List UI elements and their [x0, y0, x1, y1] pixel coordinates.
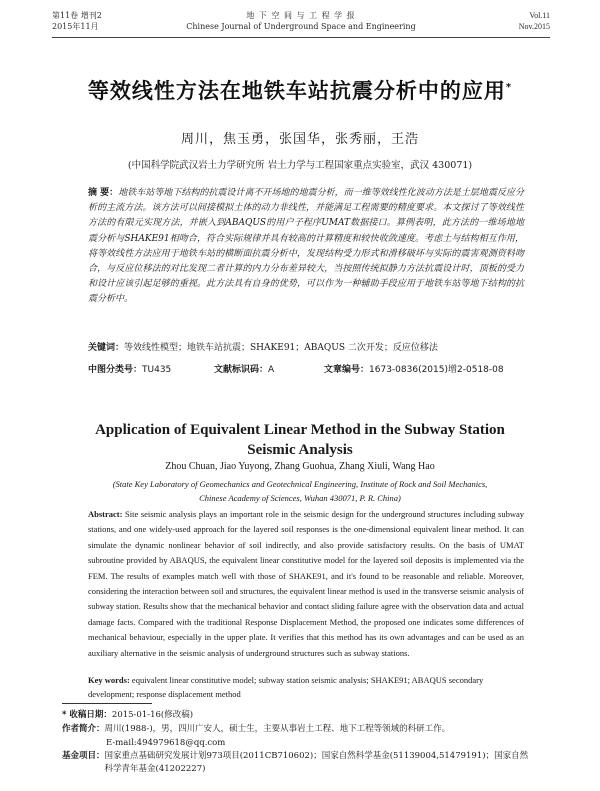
- paper-title-cn: [0, 75, 600, 105]
- keywords-en: [88, 673, 524, 701]
- paper-title-en-line1: Application of Equivalent Linear Method in the Subway Station: [95, 422, 505, 438]
- footnote-email: E-mail:494979618@qq.com: [106, 738, 226, 748]
- keywords-cn-text: 等效线性模型；地铁车站抗震；SHAKE91；ABAQUS 二次开发；反应位移法: [124, 343, 438, 353]
- abstract-cn: [88, 186, 524, 308]
- clc-value: TU435: [142, 365, 172, 375]
- abstract-cn-label: 摘 要：: [88, 188, 119, 198]
- author-bio-label: 作者简介：: [62, 724, 105, 734]
- funding-label: 基金项目：: [62, 751, 105, 761]
- header-date-en: Nov.2015: [518, 22, 550, 31]
- keywords-en-text: equivalent linear constitutive model; subway station seismic analysis; SHAKE91; ABAQUS secondary development; response displacement method: [88, 675, 484, 699]
- clc-label: 中图分类号：: [88, 365, 143, 375]
- header-journal-en: Chinese Journal of Underground Space and Engineering: [186, 22, 416, 31]
- keywords-en-label: Key words:: [88, 675, 130, 685]
- document-code: [214, 362, 274, 375]
- header-divider: [52, 37, 550, 38]
- received-label: * 收稿日期：: [62, 710, 112, 720]
- abstract-en-text: Site seismic analysis plays an important role in the seismic design for the underground structures including subway stations, and one widely-used approach for the layered soil responses is the one-dimensional equivalent linear method. It can simulate the dynamic nonlinear behavior of soil indirectly, and also provide satisfactory results. On the basis of UMAT subroutine provided by ABAQUS, the equivalent linear constitutive model for the layered soil deposits is implemented via the FEM. The results of examples match well with those of SHAKE91, and it's found to be reasonable and reliable. Moreover, considering the interaction between soil and structures, the equivalent linear method is used in the transverse seismic analysis of subway station. Results show that the mechanical behavior and contact sliding failure agree with the observation data and actual damage facts. Compared with the traditional Response Displacement Method, the proposed one indicates some differences of mechanical behaviour, especially in the upper plate. It verifies that this method has its own advantages and can be used as an auxiliary alternative in the seismic analysis of underground structures such as subway stations.: [88, 509, 524, 658]
- keywords-cn-label: 关键词：: [88, 343, 125, 353]
- footnote-divider: [62, 703, 152, 704]
- paper-title-en-line2: Seismic Analysis: [247, 442, 353, 458]
- authors-en: Zhou Chuan, Jiao Yuyong, Zhang Guohua, Zhang Xiuli, Wang Hao: [165, 461, 435, 472]
- article-number-label: 文章编号：: [324, 365, 370, 375]
- footnote-author-bio: [62, 723, 542, 736]
- affiliation-en: [0, 477, 600, 505]
- running-header: [52, 8, 550, 38]
- paper-title-en: [0, 420, 600, 460]
- paper-title-cn-text: 等效线性方法在地铁车站抗震分析中的应用: [87, 79, 506, 103]
- abstract-cn-text: 地铁车站等地下结构的抗震设计离不开场地的地震分析，而一维等效线性化波动方法是土层地震反应分析的主流方法。该方法可以间接模拟土体的动力非线性，并能满足工程需要的精度要求。本文探讨了等效线性方法的有限元实现方法，并嵌入到ABAQUS的用户子程序UMAT数据接口。算例表明，此方法的一维场地地震分析与SHAKE91相吻合，符合实际规律并具有较高的计算精度和较快收敛速度。考虑土与结构相互作用，将等效线性方法应用于地铁车站的横断面抗震分析中，发现结构受力形式和滑移破坏与实际的震害观测资料吻合，与反应位移法的对比发现二者计算的内力分布差异较大，当按照传统拟静力方法抗震设计时，顶板的受力和设计应该引起足够的重视。此方法具有自身的优势，可以作为一种辅助手段应用于地铁车站等地下结构的抗震分析中。: [88, 188, 524, 305]
- footnote-received: [62, 709, 542, 722]
- header-date-cn: 2015年11月: [52, 22, 99, 31]
- author-bio-value: 周川(1988-)，男，四川广安人，硕士生，主要从事岩土工程、地下工程等领域的科研工作。: [104, 724, 451, 734]
- abstract-en-label: Abstract:: [88, 509, 123, 519]
- affiliation-cn: (中国科学院武汉岩土力学研究所 岩土力学与工程国家重点实验室，武汉 430071): [127, 160, 473, 171]
- header-journal: [52, 10, 550, 32]
- abstract-en: [88, 507, 524, 661]
- header-vol-en: Vol.11: [529, 11, 550, 20]
- keywords-cn: [88, 342, 524, 355]
- article-number-value: 1673-0836(2015)增2-0518-08: [369, 365, 504, 375]
- header-journal-cn: 地 下 空 间 与 工 程 学 报: [246, 11, 356, 20]
- article-number: [324, 362, 504, 375]
- funding-value: 国家重点基础研究发展计划973项目(2011CB710602)；国家自然科学基金(51139004,51479191)；国家自然科学青年基金(41202227): [104, 751, 529, 774]
- document-code-value: A: [268, 365, 275, 375]
- header-volume: 第11卷 增刊2: [52, 11, 102, 20]
- header-issue-en: [519, 10, 550, 32]
- footnote-funding: [62, 750, 542, 776]
- affiliation-en-line1: (State Key Laboratory of Geomechanics and Geotechnical Engineering, Institute of Rock and Soil Mechanics,: [112, 479, 488, 489]
- title-footnote-mark: *: [505, 82, 513, 93]
- clc-number: [88, 362, 171, 375]
- document-code-label: 文献标识码：: [214, 365, 269, 375]
- authors-cn: 周川，焦玉勇，张国华，张秀丽，王浩: [180, 132, 419, 147]
- affiliation-en-line2: Chinese Academy of Sciences, Wuhan 430071, P. R. China): [199, 493, 401, 503]
- received-value: 2015-01-16(修改稿): [111, 710, 194, 720]
